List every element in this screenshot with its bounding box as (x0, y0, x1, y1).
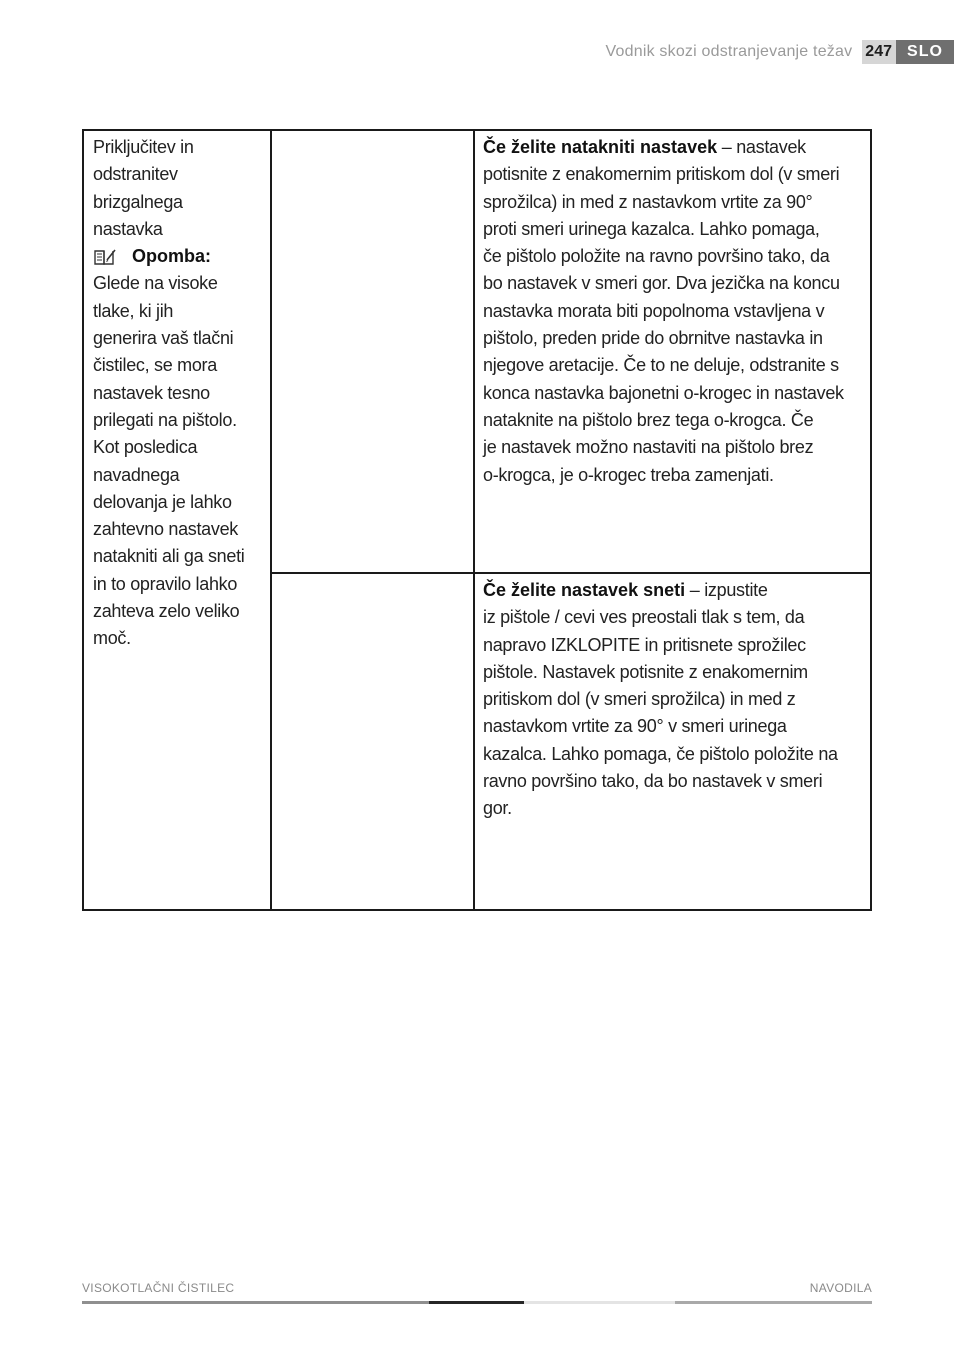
book-note-icon (93, 247, 117, 267)
table-row (83, 130, 871, 573)
page-header (606, 40, 954, 64)
empty-cell (271, 573, 474, 910)
footer-bar-segment (82, 1301, 429, 1304)
attach-instructions-cell: Če želite natakniti nastavek – nastavek potisnite z enakomernim pritiskom dol (v smeri sprožilca) in med z nastavkom vrtite za 90° proti smeri urinega kazalca. Lahko pomaga, če pištolo položite na ravno površino tako, da bo nastavek v smeri gor. Dva jezička na koncu nastavka morata biti popolnoma vstavljena v pištolo, preden pride do obrnitve nastavka in njegove aretacije. Če to ne deluje, odstranite s konca nastavka bajonetni o-krogec in nastavek nataknite na pištolo brez tega o-krogca. Če je nastavek možno nastaviti na pištolo brez o-krogca, je o-krogec treba zamenjati. (474, 130, 871, 573)
footer-doc-type: NAVODILA (809, 1281, 872, 1295)
footer-bar-segment (524, 1301, 675, 1304)
page-number: 247 (862, 40, 896, 64)
language-badge: SLO (896, 40, 954, 64)
remove-heading: Če želite nastavek sneti (483, 580, 686, 600)
empty-cell (271, 130, 474, 573)
note-label-line (93, 243, 262, 270)
footer-bar-segment (675, 1301, 872, 1304)
attach-heading: Če želite natakniti nastavek (483, 137, 718, 157)
problem-cell (83, 130, 271, 910)
footer-bar-segment (429, 1301, 524, 1304)
problem-heading: Priključitev in odstranitev brizgalnega nastavka (93, 137, 194, 239)
note-text: Glede na visoke tlake, ki jih generira vaš tlačni čistilec, se mora nastavek tesno prilegati na pištolo. Kot posledica navadnega delovanja je lahko zahtevno nastavek natakniti ali ga sneti in to opravilo lahko zahteva zelo veliko moč. (93, 273, 245, 649)
troubleshooting-table (82, 129, 872, 911)
note-label: Opomba: (132, 246, 211, 267)
footer-product-name: VISOKOTLAČNI ČISTILEC (82, 1281, 235, 1295)
remove-instructions-cell: Če želite nastavek sneti – izpustite iz pištole / cevi ves preostali tlak s tem, da napravo IZKLOPITE in pritisnete sprožilec pištole. Nastavek potisnite z enakomernim pritiskom dol (v smeri sprožilca) in med z nastavkom vrtite za 90° v smeri urinega kazalca. Lahko pomaga, če pištolo položite na ravno površino tako, da bo nastavek v smeri gor. (474, 573, 871, 910)
section-title: Vodnik skozi odstranjevanje težav (605, 43, 853, 60)
